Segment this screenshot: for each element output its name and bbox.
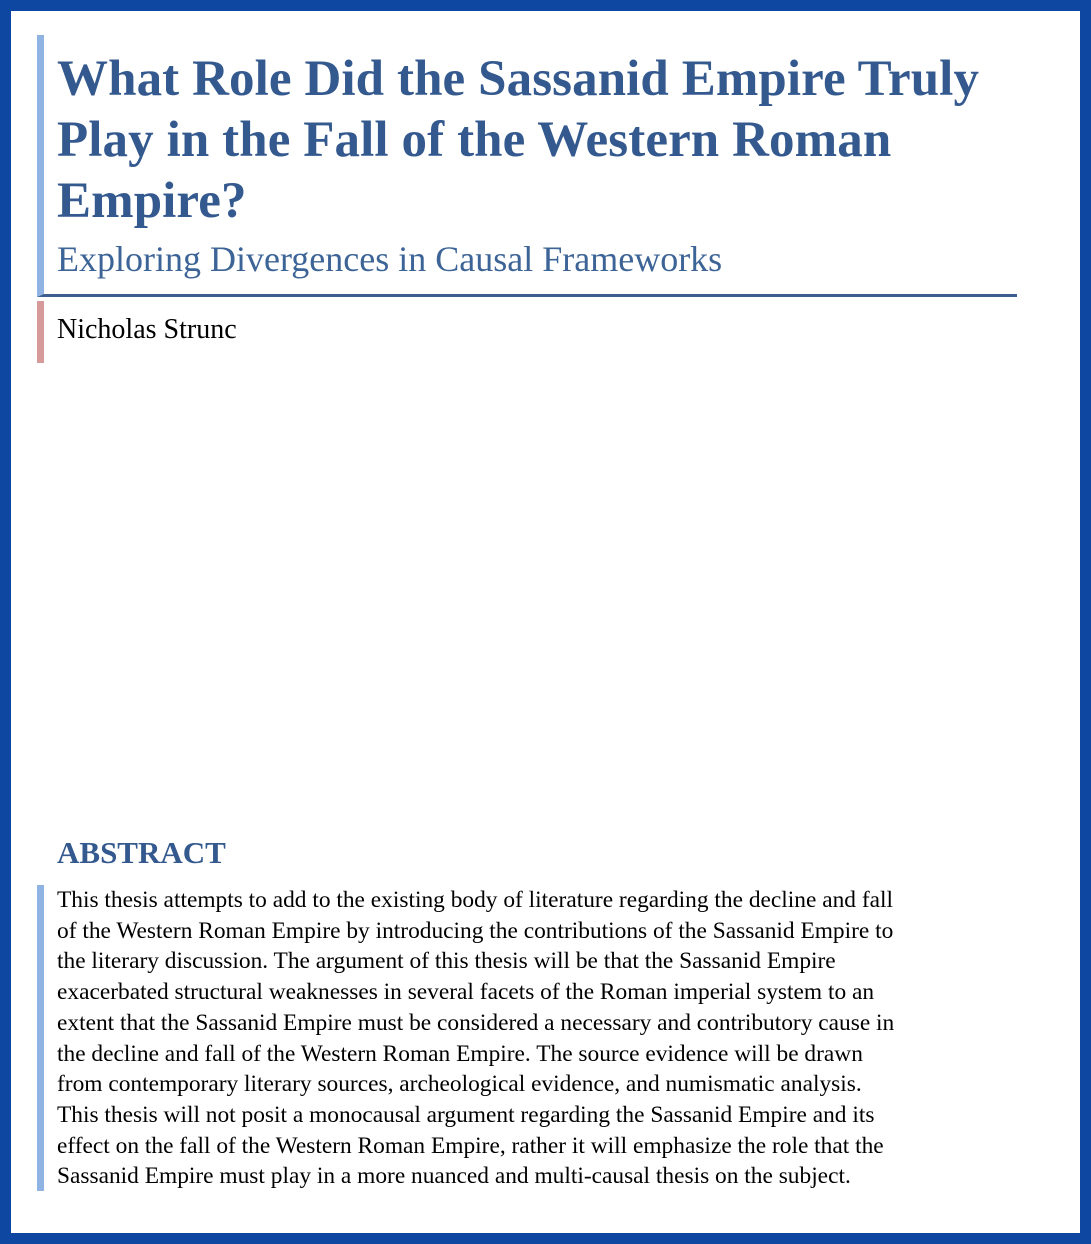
document-title: What Role Did the Sassanid Empire Truly Play in the Fall of the Western Roman Empire?	[57, 51, 980, 229]
author-name: Nicholas Strunc	[57, 314, 237, 345]
abstract-heading: ABSTRACT	[57, 835, 226, 870]
title-block	[37, 35, 1017, 297]
abstract-text: This thesis attempts to add to the existing body of literature regarding the decline and fall of the Western Roman Empire by introducing the contributions of the Sassanid Empire to the literary discussion. The argument of this thesis will be that the Sassanid Empire exacerbated structural weaknesses in several facets of the Roman imperial system to an extent that the Sassanid Empire must be considered a necessary and contributory cause in the decline and fall of the Western Roman Empire. The source evidence will be drawn from contemporary literary sources, archeological evidence, and numismatic analysis. This thesis will not posit a monocausal argument regarding the Sassanid Empire and its effect on the fall of the Western Roman Empire, rather it will emphasize the role that the Sassanid Empire must play in a more nuanced and multi-causal thesis on the subject.	[57, 887, 895, 1190]
author-block	[37, 301, 237, 363]
abstract-block	[37, 885, 1022, 1191]
document-subtitle: Exploring Divergences in Causal Frameworks	[57, 239, 723, 279]
